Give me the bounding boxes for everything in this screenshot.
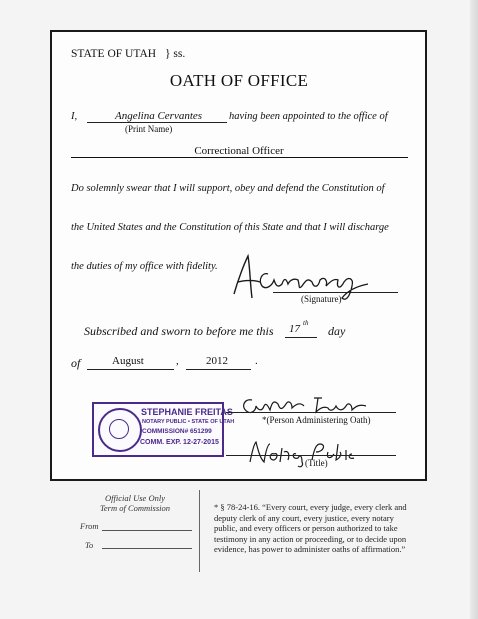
of-word: of [71,356,81,370]
document-title: OATH OF OFFICE [169,71,309,90]
oath-line-3: the duties of my office with fidelity. [71,261,218,272]
sworn-text: Subscribed and sworn to before me this [84,324,274,338]
page-edge [470,0,478,619]
ss-label: } ss. [165,48,186,60]
day-underline [285,337,317,338]
notary-name: STEPHANIE FREITAS [141,407,233,417]
month-underline [87,369,174,370]
administrator-label: *(Person Administering Oath) [262,415,371,425]
sworn-month: August [112,355,144,367]
office-title: Correctional Officer [194,145,284,157]
state-label: STATE OF UTAH [71,48,157,60]
day-word: day [328,324,346,338]
from-field[interactable] [102,530,192,531]
sworn-day-suffix: th [303,319,309,327]
administrator-underline [226,412,396,413]
title-underline [226,455,396,456]
print-name-label: (Print Name) [125,124,173,134]
comma: , [176,355,179,367]
oath-line-2: the United States and the Constitution of this State and that I will discharge [71,222,389,233]
i-prefix: I, [71,111,78,122]
title-signature [246,436,356,470]
to-field[interactable] [102,548,192,549]
signature-label: (Signature) [301,294,342,304]
statute-text: * § 78-24-16. “Every court, every judge, every clerk and deputy clerk of any court, every justice, every notary public, and every officers or person authorized to take testimony in any action or proceeding, or to decide upon evidence, has power to administer oaths of affirmation.” [214,502,407,554]
sworn-day: 17 [289,323,300,335]
oath-line-1: Do solemnly swear that I will support, obey and defend the Constitution of [71,183,385,194]
office-underline [71,157,408,158]
name-underline [87,122,227,123]
notary-state: NOTARY PUBLIC • STATE OF UTAH [142,419,235,425]
signature-underline [273,292,398,293]
official-use-label: Official Use Only [105,493,165,503]
to-label: To [85,540,94,550]
from-label: From [80,521,99,531]
year-underline [186,369,251,370]
period: . [255,355,258,367]
notary-seal-icon [98,408,142,452]
appointment-text: having been appointed to the office of [229,111,388,122]
sworn-year: 2012 [206,355,228,367]
notary-stamp [92,402,235,457]
title-label: (Title) [305,458,328,468]
term-of-commission-label: Term of Commission [99,503,171,513]
notary-commission: COMMISSION# 651299 [142,428,212,435]
notary-expiry: COMM. EXP. 12-27-2015 [140,439,219,446]
appointee-name: Angelina Cervantes [115,110,203,122]
